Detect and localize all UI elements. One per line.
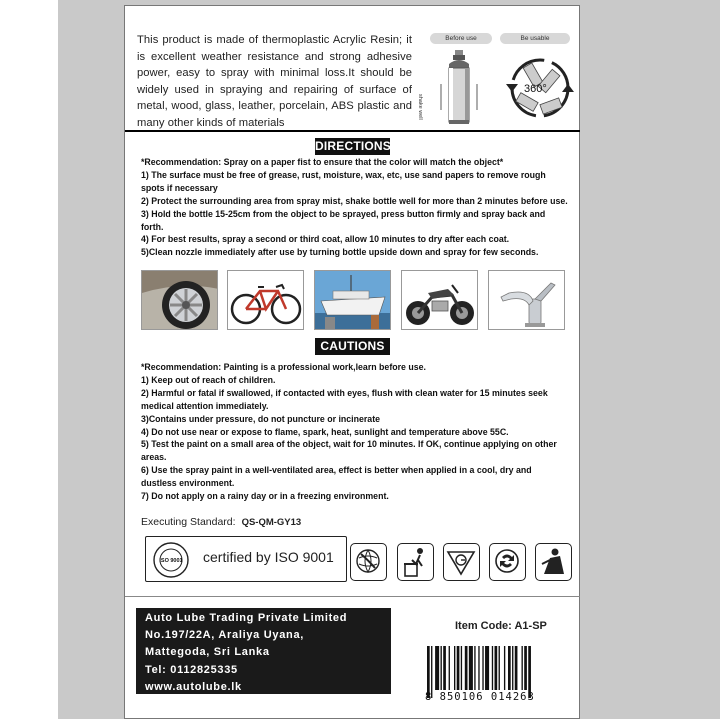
cautions-list	[141, 361, 569, 503]
directions-list	[141, 156, 569, 259]
be-usable-label: Be usable	[500, 33, 570, 44]
barcode-bar	[492, 646, 493, 690]
company-name: Auto Lube Trading Private Limited	[145, 612, 348, 624]
company-phone: Tel: 0112825335	[145, 663, 238, 676]
bicycle-icon	[227, 270, 304, 330]
barcode-bar	[515, 646, 518, 690]
warning-figure-icon	[535, 543, 572, 581]
barcode-bar	[461, 646, 462, 690]
shake-well-label: shake well	[417, 94, 423, 120]
certified-text: certified by ISO 9001	[203, 549, 334, 565]
faucet-icon	[488, 270, 565, 330]
barcode-bar	[443, 646, 446, 690]
barcode-bar	[478, 646, 479, 690]
caution-item: 4) Do not use near or expose to flame, spark, heat, sunlight and temperature above 55C.	[141, 426, 509, 437]
company-address-line-1: No.197/22A, Araliya Uyana,	[145, 629, 305, 642]
barcode-bar	[524, 646, 527, 690]
barcode-bar	[522, 646, 523, 690]
iso-certification-box	[145, 536, 347, 582]
barcode-number: 8 850106 014263	[425, 691, 535, 703]
barcode-bar	[474, 646, 475, 690]
executing-standard	[141, 516, 301, 528]
company-website: www.autolube.lk	[145, 680, 242, 693]
caution-item: 7) Do not apply on a rainy day or in a freezing environment.	[141, 491, 389, 502]
rotation-360-icon	[500, 46, 580, 128]
degrees-label: 360°	[524, 83, 547, 95]
barcode-bar	[485, 646, 489, 690]
iso-seal-icon	[152, 541, 190, 579]
company-info-block	[136, 608, 391, 694]
barcode-bar	[465, 646, 468, 690]
barcode-bar	[435, 646, 439, 690]
boat-icon	[314, 270, 391, 330]
globe-symbol-icon	[350, 543, 387, 581]
recycle-icon	[489, 543, 526, 581]
item-code: Item Code: A1-SP	[455, 620, 547, 632]
product-description: This product is made of thermoplastic Acrylic Resin; it is excellent weather resistance and strong adhesive power, easy to spray with minimal loss.It should be widely used in spraying and repairing of surface of metal, wood, glass, leather, porcelain, ABS plastic and many other kinds of materials	[137, 34, 412, 129]
footer-divider	[125, 596, 580, 597]
car-wheel-icon	[141, 270, 218, 330]
company-address-line-2: Mattegoda, Sri Lanka	[145, 646, 270, 659]
direction-item: 5)Clean nozzle immediately after use by turning bottle upside down and spray for few seconds.	[141, 247, 539, 258]
cautions-heading: CAUTIONS	[315, 338, 390, 355]
barcode-bar	[457, 646, 460, 690]
left-margin	[0, 0, 58, 719]
application-photos	[141, 270, 567, 332]
standard-label: Executing Standard:	[141, 516, 236, 528]
barcode-bar	[504, 646, 505, 690]
iso-seal-text: ISO 9001	[159, 558, 183, 564]
caution-item: 6) Use the spray paint in a well-ventilated area, effect is better when applied in a cool, dry and dustless environment.	[141, 465, 532, 489]
barcode-bar	[495, 646, 498, 690]
barcode-bar	[441, 646, 442, 690]
barcode-bar	[499, 646, 500, 690]
motorcycle-icon	[401, 270, 478, 330]
direction-item: 3) Hold the bottle 15-25cm from the object to be sprayed, press button firmly and spray back and forth.	[141, 208, 546, 232]
flammable-g-triangle-icon	[443, 543, 480, 581]
caution-item: 1) Keep out of reach of children.	[141, 374, 276, 385]
barcode-bar	[449, 646, 450, 690]
tidy-man-bin-icon	[397, 543, 434, 581]
barcode-bar	[508, 646, 511, 690]
spray-can-icon	[435, 48, 485, 128]
caution-item: *Recommendation: Painting is a professional work,learn before use.	[141, 362, 426, 372]
caution-item: 5) Test the paint on a small area of the object, wait for 10 minutes. If OK, continue applying on other areas.	[141, 439, 557, 463]
standard-value: QS-QM-GY13	[241, 517, 302, 528]
barcode-bar	[512, 646, 513, 690]
caution-item: 2) Harmful or fatal if swallowed, if contacted with eyes, flush with clean water for 15 minutes seek medical attention immediately.	[141, 387, 548, 411]
direction-item: *Recommendation: Spray on a paper fist to ensure that the color will match the object*	[141, 157, 504, 167]
barcode-bar	[469, 646, 473, 690]
barcode-bar	[482, 646, 483, 690]
direction-item: 4) For best results, spray a second or third coat, allow 10 minutes to dry after each coat.	[141, 234, 510, 245]
barcode-bar	[454, 646, 455, 690]
product-label	[124, 5, 580, 719]
direction-item: 2) Protect the surrounding area from spray mist, shake bottle well for more than 2 minutes before use.	[141, 195, 568, 206]
caution-item: 3)Contains under pressure, do not puncture or incinerate	[141, 413, 381, 424]
direction-item: 1) The surface must be free of grease, rust, moisture, wax, etc, use sand papers to remove rough spots if necessary	[141, 169, 546, 193]
before-use-label: Before use	[430, 33, 492, 44]
directions-heading: DIRECTIONS	[315, 139, 392, 153]
